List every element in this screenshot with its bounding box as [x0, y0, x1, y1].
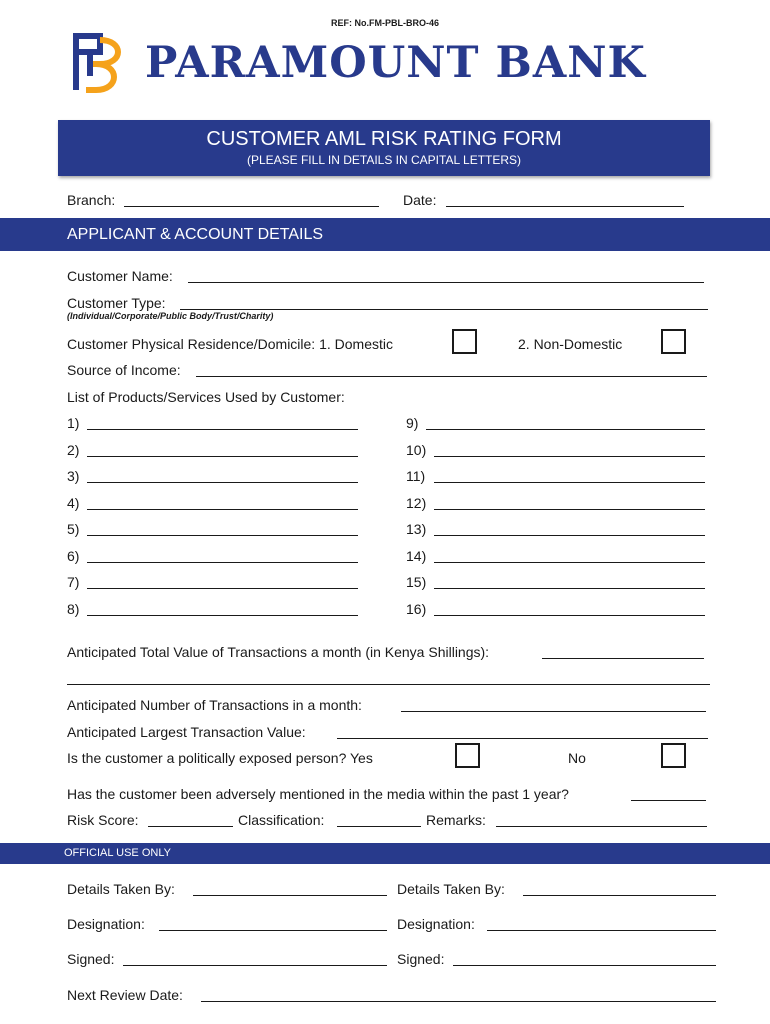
branch-label: Branch:: [67, 192, 116, 208]
signed-field[interactable]: [123, 965, 387, 966]
designation-label: Designation:: [397, 916, 475, 932]
product-field[interactable]: [434, 482, 705, 483]
product-field[interactable]: [434, 509, 705, 510]
next-review-field[interactable]: [201, 1001, 716, 1002]
source-income-label: Source of Income:: [67, 362, 181, 378]
product-number: 9): [406, 415, 419, 431]
details-taken-by-field[interactable]: [523, 895, 716, 896]
remarks-field[interactable]: [496, 826, 707, 827]
product-field[interactable]: [434, 456, 705, 457]
section-header-applicant: APPLICANT & ACCOUNT DETAILS: [0, 218, 770, 251]
risk-score-label: Risk Score:: [67, 812, 139, 828]
product-number: 5): [67, 521, 80, 537]
branch-field[interactable]: [124, 206, 379, 207]
bank-name: PARAMOUNT BANK: [145, 38, 646, 88]
residence-label: Customer Physical Residence/Domicile: 1. Domestic: [67, 336, 393, 352]
product-number: 13): [406, 521, 427, 537]
product-number: 14): [406, 548, 427, 564]
media-answer-field[interactable]: [631, 800, 706, 801]
customer-type-field[interactable]: [180, 309, 708, 310]
product-number: 12): [406, 495, 427, 511]
details-taken-by-label: Details Taken By:: [67, 881, 175, 897]
anticipated-largest-label: Anticipated Largest Transaction Value:: [67, 724, 306, 740]
product-field[interactable]: [434, 588, 705, 589]
product-number: 7): [67, 574, 80, 590]
risk-score-field[interactable]: [148, 826, 233, 827]
product-field[interactable]: [87, 509, 358, 510]
product-number: 3): [67, 468, 80, 484]
product-number: 10): [406, 442, 427, 458]
designation-field[interactable]: [159, 930, 387, 931]
product-number: 16): [406, 601, 427, 617]
non-domestic-label: 2. Non-Domestic: [518, 336, 623, 352]
signed-label: Signed:: [397, 951, 445, 967]
anticipated-number-label: Anticipated Number of Transactions in a month:: [67, 697, 362, 713]
pep-no-label: No: [568, 750, 586, 766]
product-number: 15): [406, 574, 427, 590]
details-taken-by-field[interactable]: [193, 895, 387, 896]
product-field[interactable]: [87, 615, 358, 616]
product-field[interactable]: [434, 615, 705, 616]
anticipated-largest-field[interactable]: [337, 738, 708, 739]
product-field[interactable]: [434, 562, 705, 563]
pep-yes-checkbox[interactable]: [455, 743, 480, 768]
domestic-checkbox[interactable]: [452, 329, 477, 354]
customer-type-label: Customer Type:: [67, 295, 166, 311]
classification-field[interactable]: [337, 826, 421, 827]
customer-name-label: Customer Name:: [67, 268, 173, 284]
remarks-label: Remarks:: [426, 812, 486, 828]
non-domestic-checkbox[interactable]: [661, 329, 686, 354]
anticipated-value-field[interactable]: [542, 658, 704, 659]
form-title: CUSTOMER AML RISK RATING FORM: [206, 128, 562, 150]
next-review-label: Next Review Date:: [67, 987, 183, 1003]
media-question: Has the customer been adversely mentioned in the media within the past 1 year?: [67, 786, 569, 802]
designation-label: Designation:: [67, 916, 145, 932]
anticipated-value-label: Anticipated Total Value of Transactions a month (in Kenya Shillings):: [67, 644, 490, 660]
classification-label: Classification:: [238, 812, 325, 828]
form-reference: REF: No.FM-PBL-BRO-46: [331, 18, 439, 28]
signed-field[interactable]: [453, 965, 716, 966]
product-number: 6): [67, 548, 80, 564]
anticipated-number-field[interactable]: [401, 711, 706, 712]
signed-label: Signed:: [67, 951, 115, 967]
product-number: 11): [406, 468, 426, 484]
product-number: 4): [67, 495, 80, 511]
pep-no-checkbox[interactable]: [661, 743, 686, 768]
product-field[interactable]: [87, 535, 358, 536]
product-number: 2): [67, 442, 80, 458]
customer-name-field[interactable]: [188, 282, 704, 283]
product-field[interactable]: [87, 562, 358, 563]
customer-type-hint: (Individual/Corporate/Public Body/Trust/Charity): [67, 311, 274, 321]
date-label: Date:: [403, 192, 437, 208]
product-field[interactable]: [87, 588, 358, 589]
product-field[interactable]: [87, 482, 358, 483]
source-income-field[interactable]: [196, 376, 707, 377]
form-subtitle: (PLEASE FILL IN DETAILS IN CAPITAL LETTERS): [246, 153, 522, 167]
product-field[interactable]: [87, 429, 358, 430]
product-field[interactable]: [426, 429, 705, 430]
product-field[interactable]: [87, 456, 358, 457]
product-field[interactable]: [434, 535, 705, 536]
bank-logo-icon: [70, 30, 130, 96]
section-header-official: OFFICIAL USE ONLY: [0, 843, 770, 864]
details-taken-by-label: Details Taken By:: [397, 881, 505, 897]
form-title-box: [58, 120, 710, 176]
designation-field[interactable]: [487, 930, 716, 931]
pep-question: Is the customer a politically exposed person? Yes: [67, 750, 373, 766]
anticipated-value-field-continued[interactable]: [67, 684, 710, 685]
product-number: 1): [67, 415, 80, 431]
products-list-label: List of Products/Services Used by Customer:: [67, 389, 345, 405]
date-field[interactable]: [446, 206, 684, 207]
product-number: 8): [67, 601, 80, 617]
